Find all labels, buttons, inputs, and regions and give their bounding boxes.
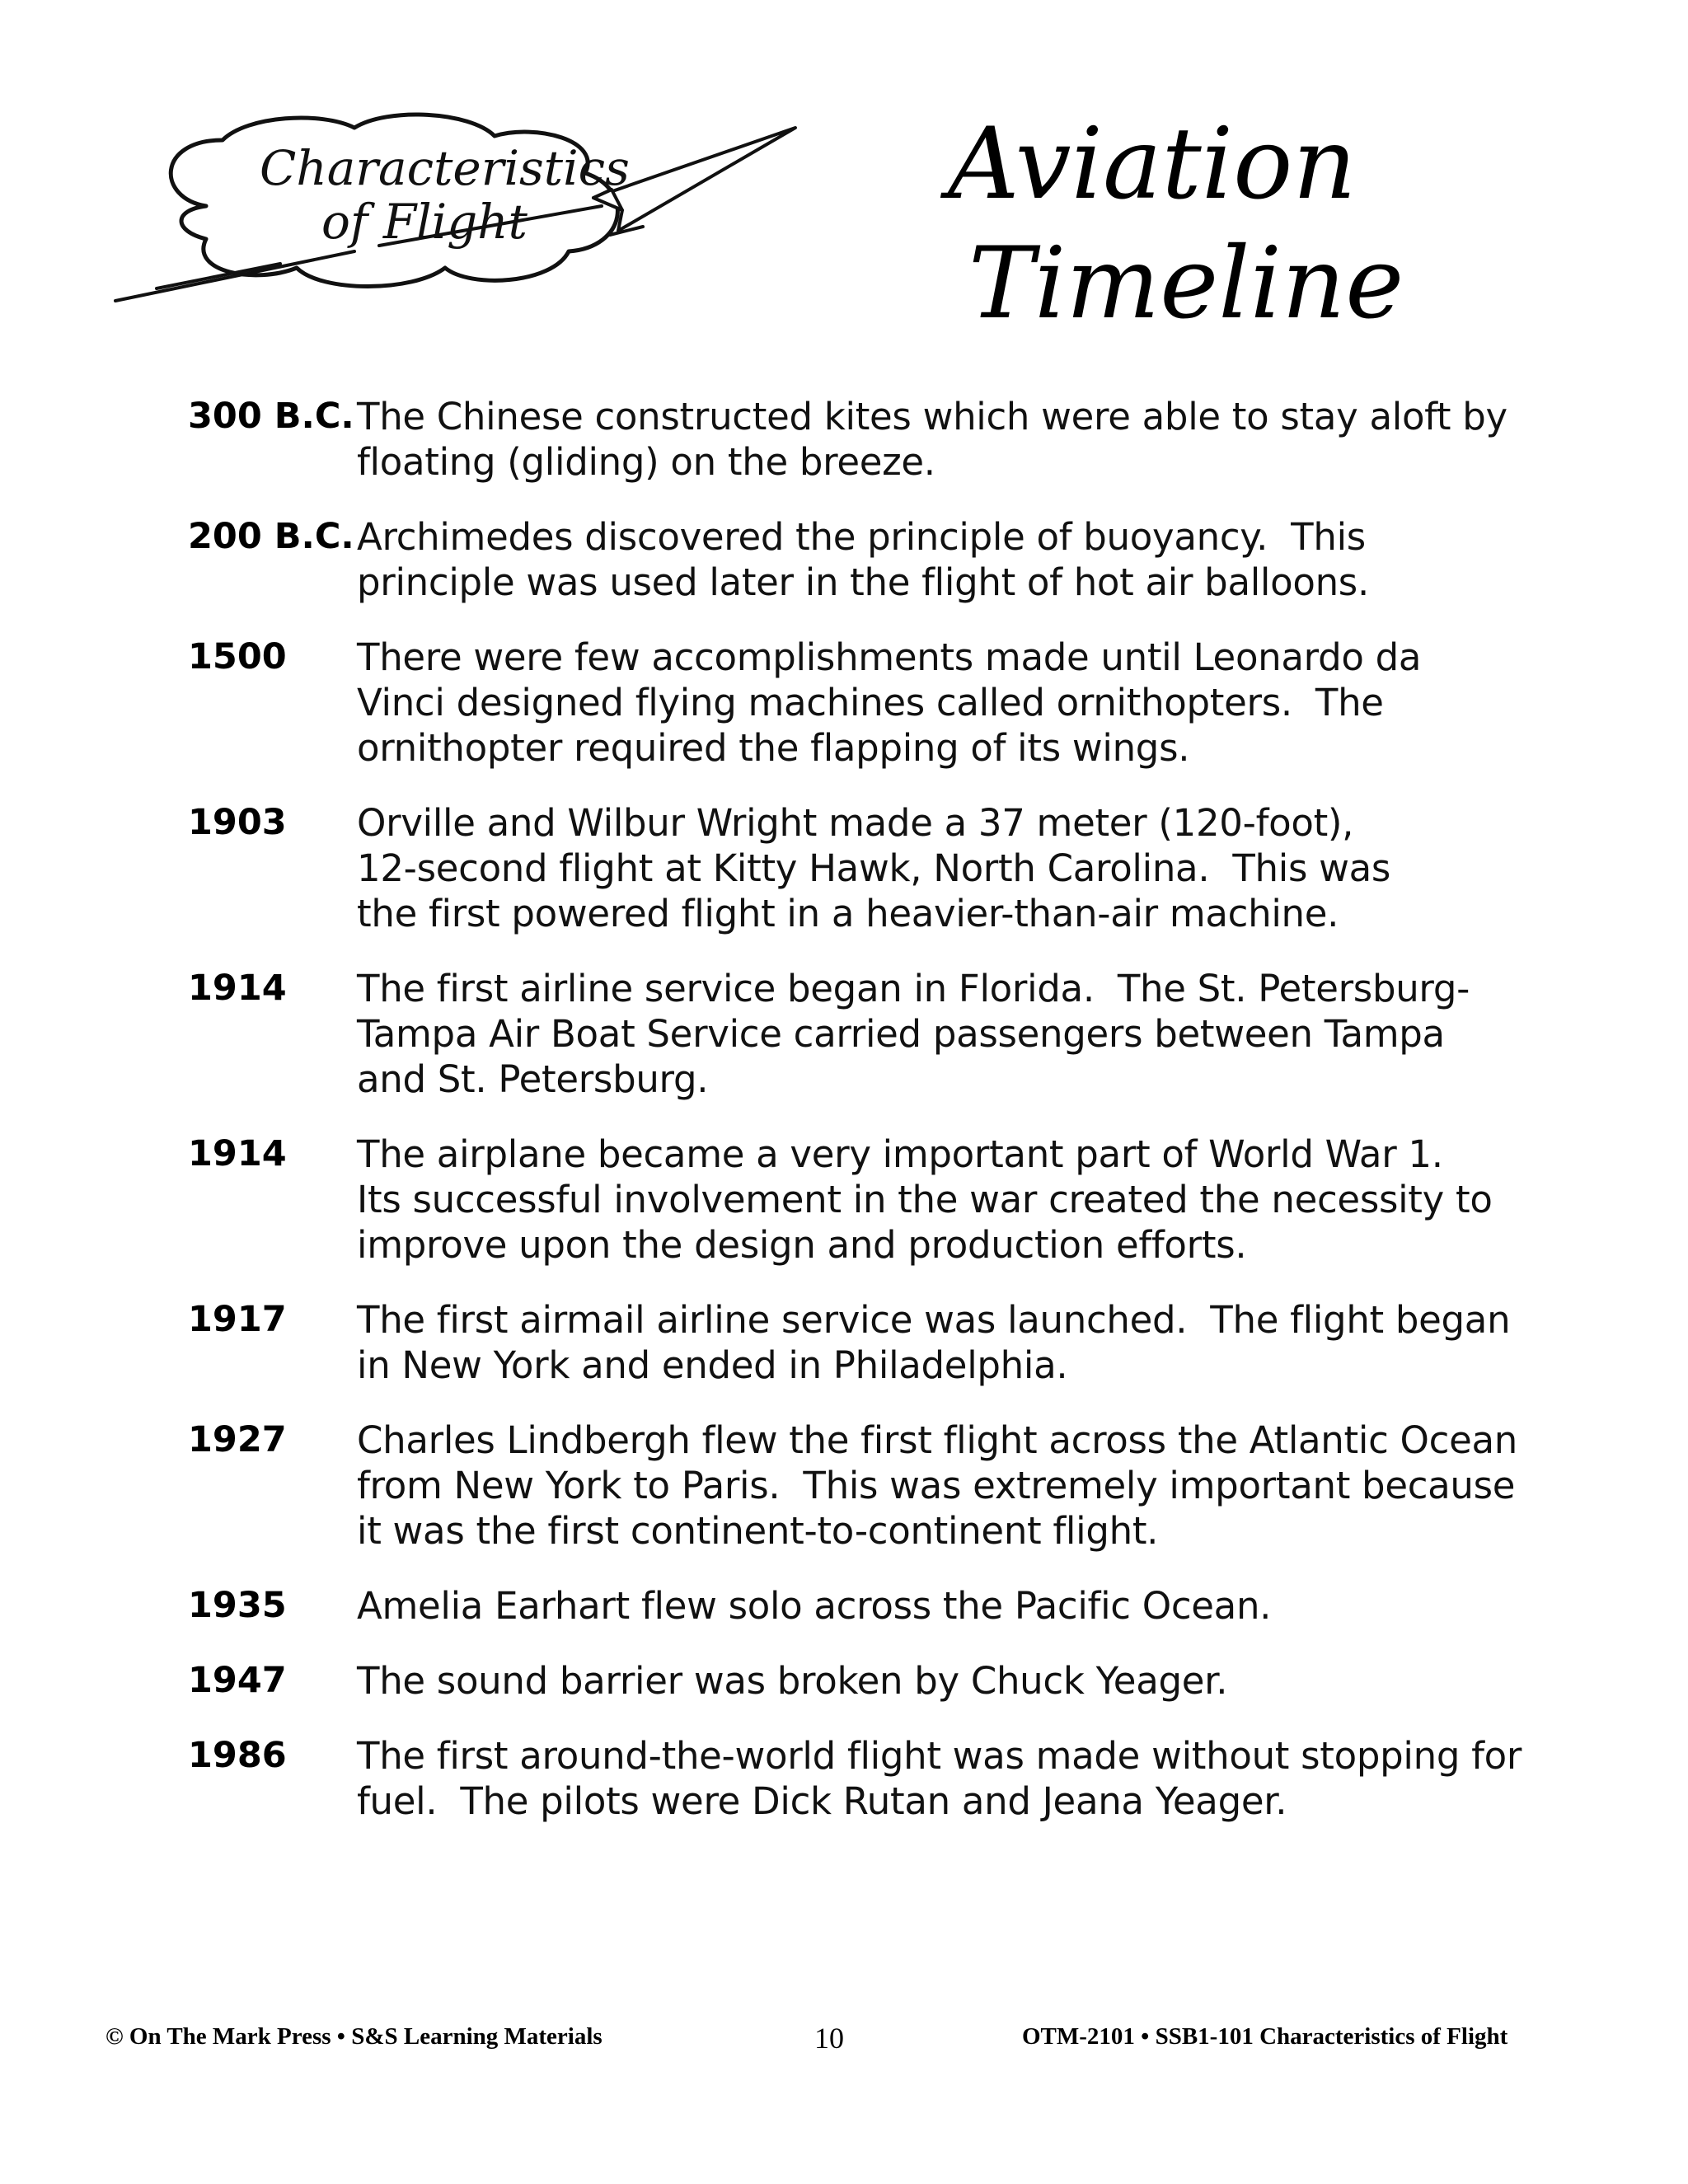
description-line: improve upon the design and production efforts. bbox=[357, 1223, 1247, 1267]
description-line: and St. Petersburg. bbox=[357, 1057, 709, 1101]
description-line: in New York and ended in Philadelphia. bbox=[357, 1343, 1068, 1387]
timeline-description bbox=[357, 966, 1548, 1102]
timeline-year: 1947 bbox=[188, 1660, 287, 1701]
footer-copyright: © On The Mark Press • S&S Learning Materials bbox=[106, 2023, 603, 2050]
description-line: Tampa Air Boat Service carried passengers between Tampa bbox=[357, 1012, 1445, 1056]
series-logo bbox=[107, 107, 816, 330]
description-line: The first around-the-world flight was made without stopping for bbox=[357, 1734, 1522, 1778]
timeline-year: 1903 bbox=[188, 802, 287, 843]
timeline-year: 1914 bbox=[188, 1133, 287, 1174]
description-line: Archimedes discovered the principle of buoyancy. This bbox=[357, 515, 1366, 559]
description-line: from New York to Paris. This was extremely important because bbox=[357, 1464, 1516, 1507]
timeline-year: 200 B.C. bbox=[188, 516, 354, 557]
timeline-year: 1927 bbox=[188, 1419, 287, 1460]
timeline-description bbox=[357, 1418, 1548, 1554]
aviation-timeline bbox=[188, 394, 1548, 1854]
timeline-entry bbox=[188, 1297, 1548, 1388]
description-line: Orville and Wilbur Wright made a 37 meter (120-foot), bbox=[357, 801, 1354, 845]
timeline-entry bbox=[188, 394, 1548, 485]
timeline-year: 1914 bbox=[188, 968, 287, 1009]
timeline-entry bbox=[188, 800, 1548, 936]
description-line: There were few accomplishments made until Leonardo da bbox=[357, 635, 1422, 679]
description-line: floating (gliding) on the breeze. bbox=[357, 440, 935, 484]
description-line: principle was used later in the flight of hot air balloons. bbox=[357, 560, 1369, 604]
timeline-entry bbox=[188, 1658, 1548, 1704]
timeline-description bbox=[357, 635, 1548, 771]
timeline-year: 1917 bbox=[188, 1299, 287, 1340]
description-line: ornithopter required the flapping of its wings. bbox=[357, 726, 1190, 770]
description-line: it was the first continent-to-continent flight. bbox=[357, 1509, 1159, 1553]
timeline-description bbox=[357, 1733, 1548, 1824]
timeline-description bbox=[357, 1658, 1548, 1704]
timeline-entry bbox=[188, 1583, 1548, 1629]
timeline-description bbox=[357, 1132, 1548, 1268]
timeline-entry bbox=[188, 514, 1548, 605]
description-line: The first airmail airline service was launched. The flight began bbox=[357, 1298, 1511, 1342]
description-line: Its successful involvement in the war created the necessity to bbox=[357, 1178, 1493, 1221]
logo-text-characteristics: Characteristics bbox=[260, 140, 630, 196]
timeline-year: 300 B.C. bbox=[188, 396, 354, 437]
timeline-description bbox=[357, 800, 1548, 936]
description-line: Amelia Earhart flew solo across the Pacific Ocean. bbox=[357, 1584, 1272, 1628]
timeline-entry bbox=[188, 966, 1548, 1102]
page-title-line-2: Timeline bbox=[968, 227, 1404, 341]
page-number: 10 bbox=[814, 2022, 844, 2055]
description-line: The airplane became a very important part of World War 1. bbox=[357, 1132, 1443, 1176]
description-line: The Chinese constructed kites which were able to stay aloft by bbox=[357, 395, 1507, 438]
description-line: The first airline service began in Florida. The St. Petersburg- bbox=[357, 967, 1470, 1010]
description-line: 12-second flight at Kitty Hawk, North Carolina. This was bbox=[357, 846, 1391, 890]
timeline-year: 1986 bbox=[188, 1735, 287, 1776]
timeline-entry bbox=[188, 1132, 1548, 1268]
timeline-description bbox=[357, 1583, 1548, 1629]
timeline-description bbox=[357, 1297, 1548, 1388]
description-line: fuel. The pilots were Dick Rutan and Jeana Yeager. bbox=[357, 1779, 1287, 1823]
timeline-description bbox=[357, 514, 1548, 605]
description-line: Vinci designed flying machines called ornithopters. The bbox=[357, 681, 1384, 724]
logo-text-of-flight: of Flight bbox=[321, 194, 528, 250]
timeline-entry bbox=[188, 1733, 1548, 1824]
footer-product-code: OTM-2101 • SSB1-101 Characteristics of Flight bbox=[1022, 2023, 1508, 2050]
timeline-description bbox=[357, 394, 1548, 485]
description-line: The sound barrier was broken by Chuck Yeager. bbox=[357, 1659, 1228, 1703]
page-title-line-1: Aviation bbox=[948, 107, 1357, 222]
timeline-year: 1935 bbox=[188, 1585, 287, 1626]
description-line: the first powered flight in a heavier-than-air machine. bbox=[357, 892, 1339, 935]
timeline-entry bbox=[188, 1418, 1548, 1554]
timeline-entry bbox=[188, 635, 1548, 771]
timeline-year: 1500 bbox=[188, 636, 287, 677]
description-line: Charles Lindbergh flew the first flight across the Atlantic Ocean bbox=[357, 1418, 1517, 1462]
